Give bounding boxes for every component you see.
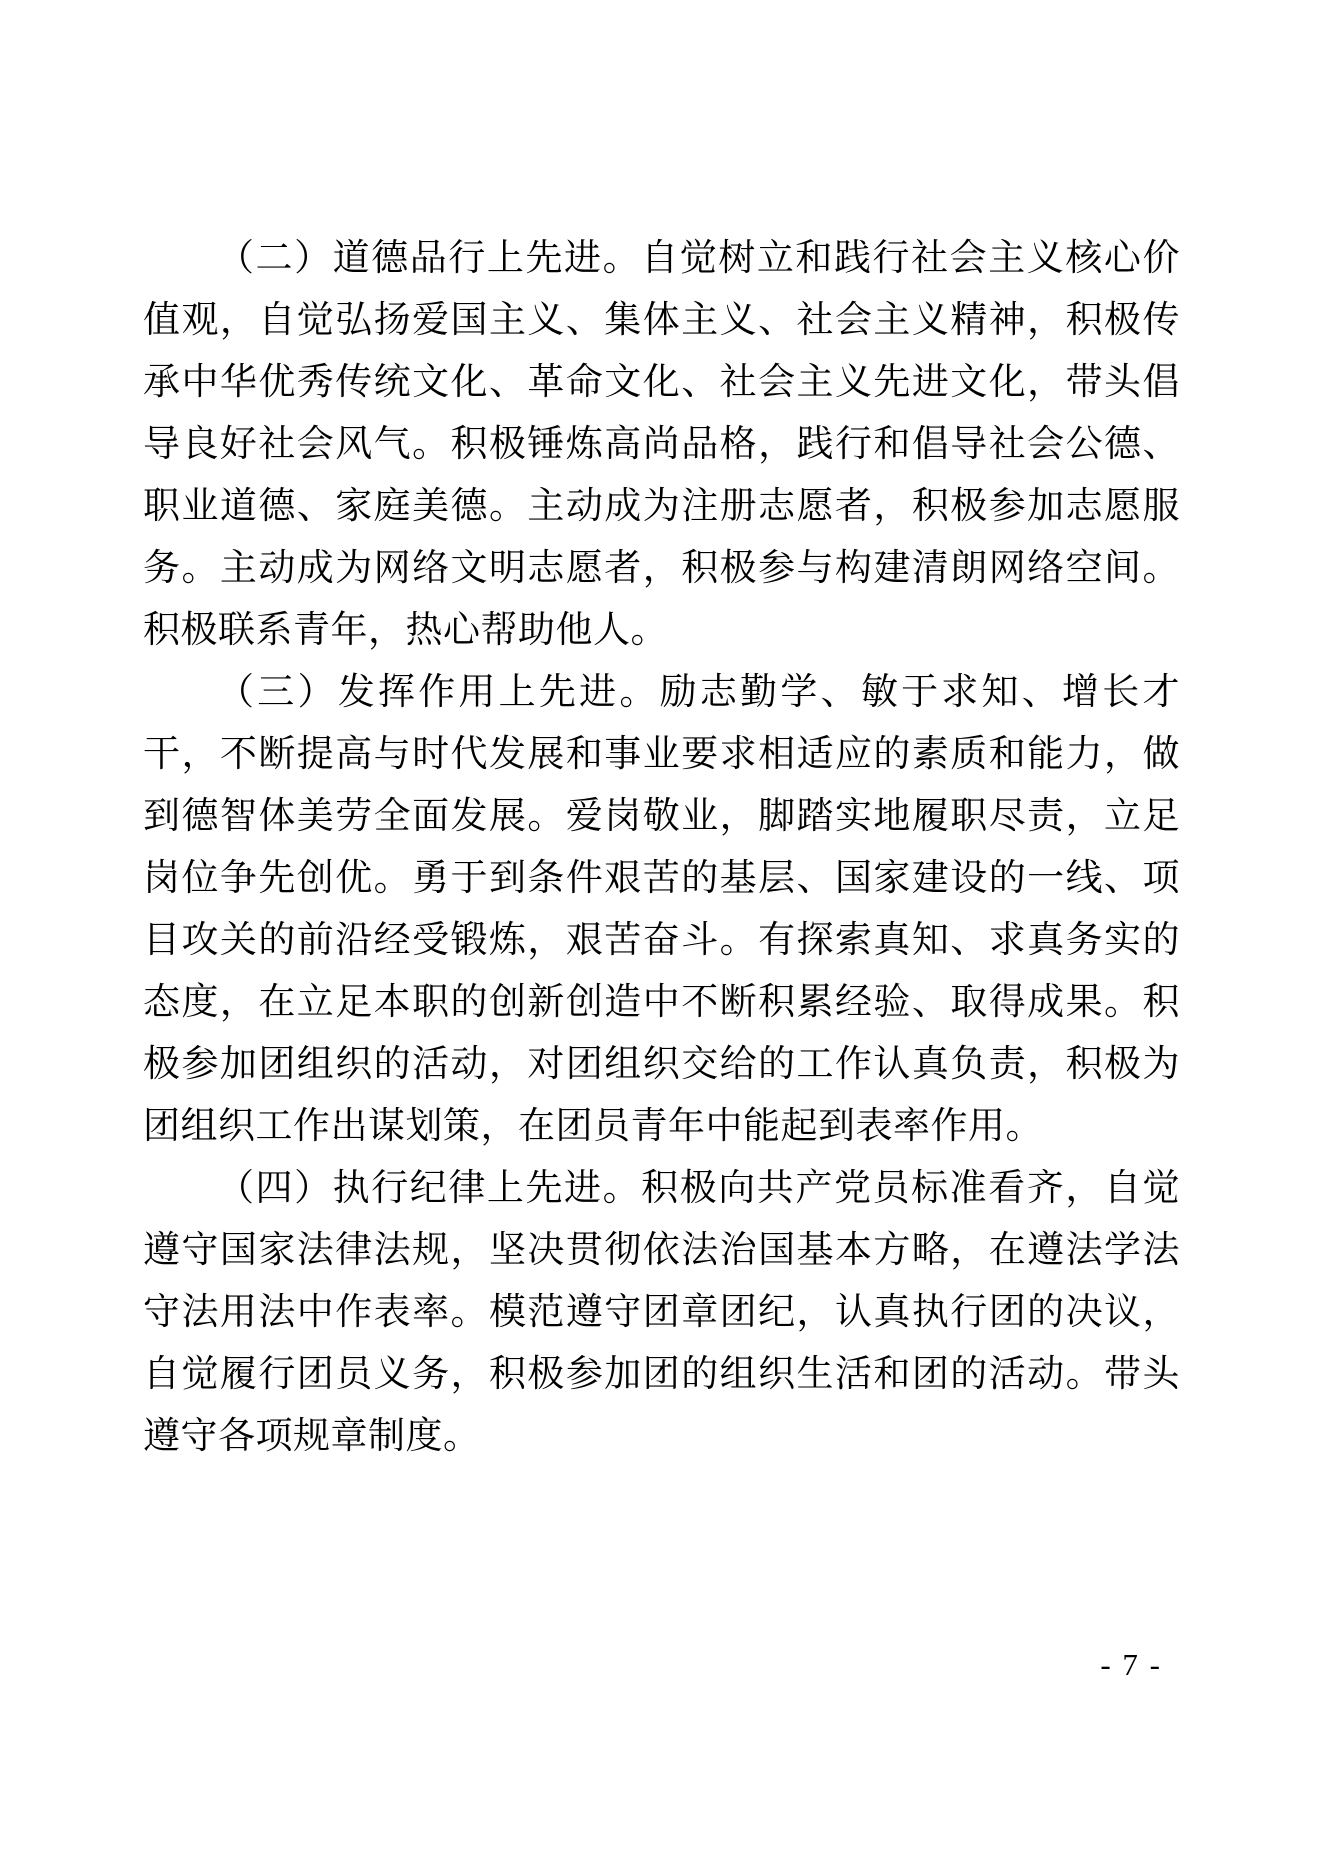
paragraph-discipline: （四）执行纪律上先进。积极向共产党员标准看齐，自觉遵守国家法律法规，坚决贯彻依法治国基本方略，在遵法学法守法用法中作表率。模范遵守团章团纪，认真执行团的决议，自觉履行团员义务，积极参加团的组织生活和团的活动。带头遵守各项规章制度。 <box>143 1168 1180 1457</box>
page-number: - 7 - <box>1100 1647 1162 1682</box>
document-body <box>143 228 1180 1468</box>
paragraph-moral-conduct: （二）道德品行上先进。自觉树立和践行社会主义核心价值观，自觉弘扬爱国主义、集体主义、社会主义精神，积极传承中华优秀传统文化、革命文化、社会主义先进文化，带头倡导良好社会风气。积极锤炼高尚品格，践行和倡导社会公德、职业道德、家庭美德。主动成为注册志愿者，积极参加志愿服务。主动成为网络文明志愿者，积极参与构建清朗网络空间。积极联系青年，热心帮助他人。 <box>143 238 1180 651</box>
paragraph-playing-role: （三）发挥作用上先进。励志勤学、敏于求知、增长才干，不断提高与时代发展和事业要求相适应的素质和能力，做到德智体美劳全面发展。爱岗敬业，脚踏实地履职尽责，立足岗位争先创优。勇于到条件艰苦的基层、国家建设的一线、项目攻关的前沿经受锻炼，艰苦奋斗。有探索真知、求真务实的态度，在立足本职的创新创造中不断积累经验、取得成果。积极参加团组织的活动，对团组织交给的工作认真负责，积极为团组织工作出谋划策，在团员青年中能起到表率作用。 <box>143 672 1180 1147</box>
